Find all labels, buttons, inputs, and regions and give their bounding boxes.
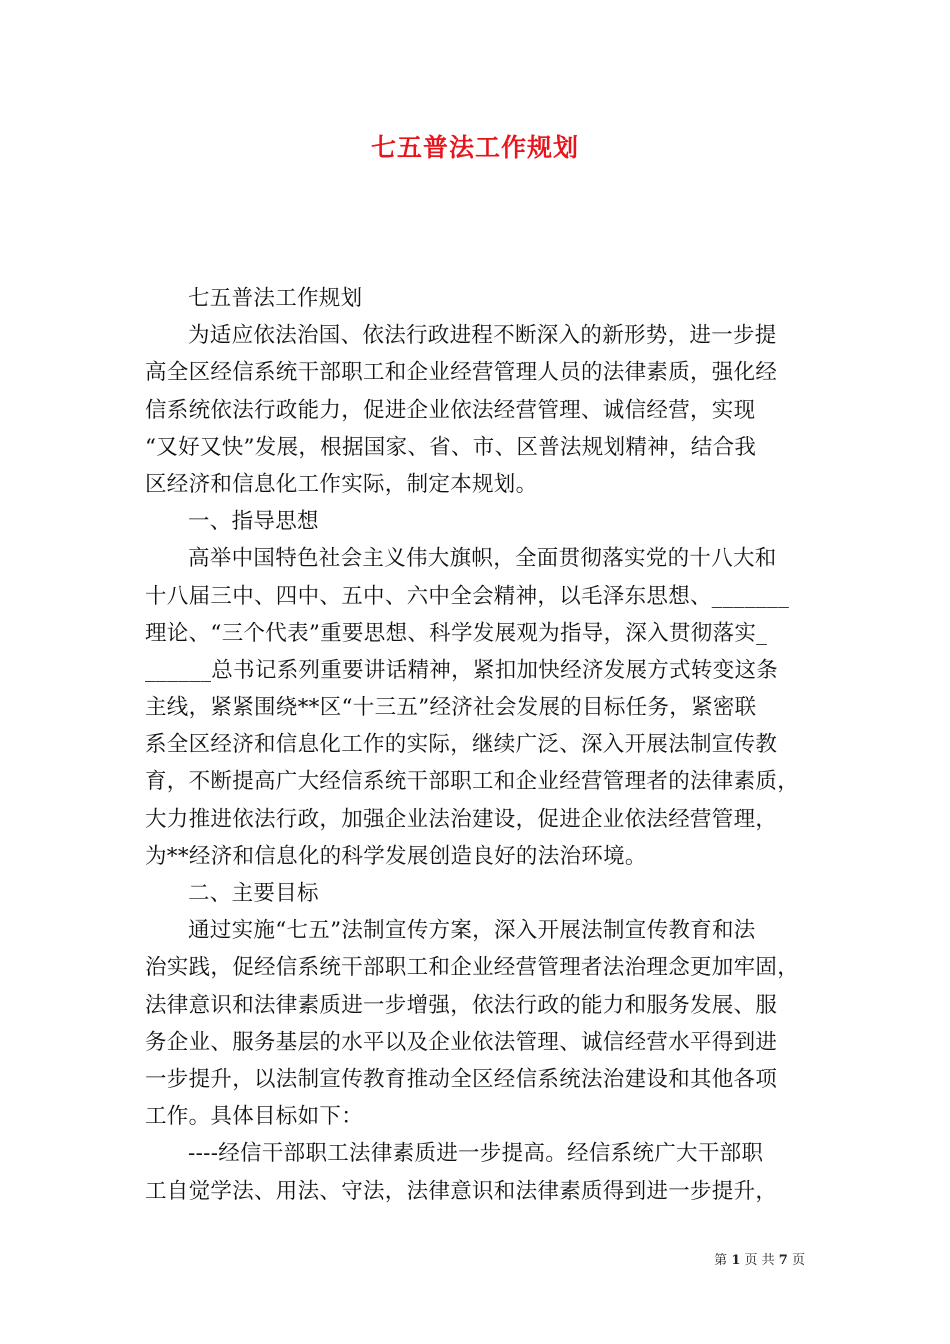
section-heading: 一、指导思想 (188, 509, 319, 535)
body-line: 区经济和信息化工作实际，制定本规划。 (145, 471, 538, 497)
body-line: 法律意识和法律素质进一步增强，依法行政的能力和服务发展、服 (145, 992, 778, 1018)
body-line: 治实践，促经信系统干部职工和企业经营管理者法治理念更加牢固， (145, 955, 800, 981)
section-heading: 二、主要目标 (188, 881, 319, 906)
body-line: 高全区经信系统干部职工和企业经营管理人员的法律素质，强化经 (145, 360, 778, 386)
footer-prefix: 第 (714, 1253, 728, 1268)
document-title: 七五普法工作规划 (370, 133, 579, 162)
body-line: 为**经济和信息化的科学发展创造良好的法治环境。 (145, 843, 647, 869)
body-line: 一步提升，以法制宣传教育推动全区经信系统法治建设和其他各项 (145, 1066, 778, 1092)
body-line: 信系统依法行政能力，促进企业依法经营管理、诚信经营，实现 (145, 397, 756, 423)
body-line: 工作。具体目标如下： (145, 1104, 364, 1130)
body-line: 系全区经济和信息化工作的实际，继续广泛、深入开展法制宣传教 (145, 732, 778, 758)
body-line: 务企业、服务基层的水平以及企业依法管理、诚信经营水平得到进 (145, 1029, 778, 1055)
body-line: “又好又快”发展，根据国家、省、市、区普法规划精神，结合我 (145, 434, 757, 460)
body-line: 通过实施“七五”法制宣传方案，深入开展法制宣传教育和法 (188, 918, 756, 944)
body-line: 理论、“三个代表”重要思想、科学发展观为指导，深入贯彻落实_ (145, 620, 768, 646)
footer-suffix: 页 (791, 1253, 805, 1268)
current-page-number: 1 (731, 1253, 741, 1268)
body-line: 七五普法工作规划 (188, 286, 363, 311)
body-line: ----经信干部职工法律素质进一步提高。经信系统广大干部职 (188, 1141, 764, 1167)
total-pages-number: 7 (778, 1253, 788, 1268)
footer-middle: 页 共 (744, 1253, 775, 1268)
page-number-footer (714, 1249, 805, 1268)
body-line: 育，不断提高广大经信系统干部职工和企业经营管理者的法律素质， (145, 769, 800, 795)
body-line: 十八届三中、四中、五中、六中全会精神，以毛泽东思想、_______ (145, 583, 790, 609)
body-line: ______总书记系列重要讲话精神，紧扣加快经济发展方式转变这条 (145, 657, 779, 683)
body-line: 大力推进依法行政，加强企业法治建设，促进企业依法经营管理， (145, 806, 778, 832)
body-line: 高举中国特色社会主义伟大旗帜，全面贯彻落实党的十八大和 (188, 546, 777, 572)
body-line: 主线，紧紧围绕**区“十三五”经济社会发展的目标任务，紧密联 (145, 695, 757, 721)
body-line: 为适应依法治国、依法行政进程不断深入的新形势，进一步提 (188, 323, 777, 349)
body-line: 工自觉学法、用法、守法，法律意识和法律素质得到进一步提升， (145, 1178, 778, 1204)
document-body (145, 280, 810, 1210)
